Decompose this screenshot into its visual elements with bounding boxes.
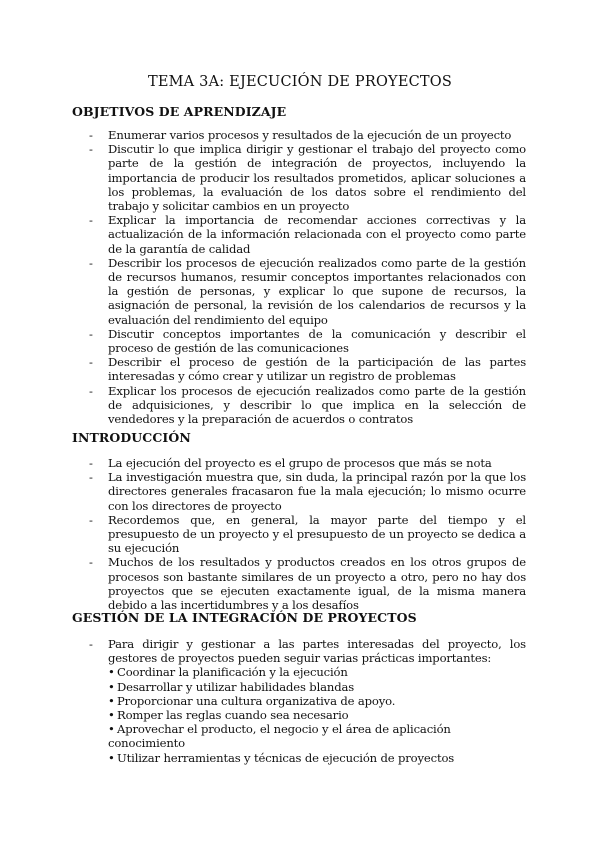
sublist-item-text: Desarrollar y utilizar habilidades blandas bbox=[117, 679, 355, 694]
sublist-item bbox=[108, 665, 526, 679]
sublist-item-text: Proporcionar una cultura organizativa de apoyo. bbox=[117, 693, 396, 708]
dash-marker: - bbox=[89, 383, 93, 398]
dash-marker: - bbox=[89, 637, 93, 651]
list-item bbox=[0, 637, 526, 765]
integracion-list bbox=[0, 637, 600, 765]
list-item-text: Explicar la importancia de recomendar acciones correctivas y la actualización de la información relacionada con el proyecto como parte de la garantía de calidad bbox=[108, 213, 526, 256]
list-item-text: Describir el proceso de gestión de la participación de las partes interesadas y cómo crear y utilizar un registro de problemas bbox=[108, 355, 526, 384]
list-item-text: Discutir lo que implica dirigir y gestionar el trabajo del proyecto como parte de la gestión de integración de proyectos, incluyendo la importancia de producir los resultados prometidos, aplicar soluciones a los problemas, la evaluación de los datos sobre el rendimiento del trabajo y solicitar cambios en un proyecto bbox=[108, 142, 526, 214]
list-item bbox=[0, 256, 526, 327]
bullet-marker: • bbox=[108, 722, 115, 737]
list-item bbox=[0, 555, 526, 612]
sublist-item bbox=[108, 694, 526, 708]
sublist-item-text: Utilizar herramientas y técnicas de ejecución de proyectos bbox=[117, 750, 455, 765]
section-heading-integracion: GESTIÓN DE LA INTEGRACIÓN DE PROYECTOS bbox=[72, 610, 417, 625]
sublist-item-text: Coordinar la planificación y la ejecución bbox=[117, 665, 348, 680]
list-item bbox=[0, 128, 526, 142]
dash-marker: - bbox=[89, 470, 93, 485]
dash-marker: - bbox=[89, 128, 93, 142]
dash-marker: - bbox=[89, 555, 93, 570]
sublist-item bbox=[108, 722, 526, 750]
list-item-text: Describir los procesos de ejecución realizados como parte de la gestión de recursos humanos, resumir conceptos importantes relacionados con la gestión de personas, y explicar lo que supone de recursos, la asignación de personal, la revisión de los calendarios de recursos y la evaluación del rendimiento del equipo bbox=[108, 255, 526, 327]
dash-marker: - bbox=[89, 213, 93, 228]
page-title: TEMA 3A: EJECUCIÓN DE PROYECTOS bbox=[147, 74, 452, 90]
dash-marker: - bbox=[89, 512, 93, 527]
objetivos-list bbox=[0, 128, 600, 426]
list-item bbox=[0, 327, 526, 355]
practices-sublist bbox=[108, 665, 526, 764]
list-item bbox=[0, 213, 526, 256]
section-heading-objetivos: OBJETIVOS DE APRENDIZAJE bbox=[72, 104, 287, 119]
list-item bbox=[0, 470, 526, 513]
sublist-item-text: Romper las reglas cuando sea necesario bbox=[117, 708, 349, 723]
list-item bbox=[0, 142, 526, 213]
bullet-marker: • bbox=[108, 750, 115, 765]
list-item bbox=[0, 456, 526, 470]
dash-marker: - bbox=[89, 142, 93, 157]
dash-marker: - bbox=[89, 355, 93, 370]
list-item-text: Explicar los procesos de ejecución realizados como parte de la gestión de adquisiciones, y describir lo que implica en la selección de vendedores y la preparación de acuerdos o contratos bbox=[108, 383, 526, 427]
bullet-marker: • bbox=[108, 693, 115, 708]
bullet-marker: • bbox=[108, 708, 115, 723]
sublist-item bbox=[108, 751, 526, 765]
list-item-text: Para dirigir y gestionar a las partes interesadas del proyecto, los gestores de proyectos pueden seguir varias prácticas importantes: bbox=[108, 637, 526, 666]
bullet-marker: • bbox=[108, 679, 115, 694]
sublist-item-text: Aprovechar el producto, el negocio y el área de aplicación conocimiento bbox=[108, 722, 451, 751]
list-item-text: La investigación muestra que, sin duda, la principal razón por la que los directores generales fracasaron fue la mala ejecución; lo mismo ocurre con los directores de proyecto bbox=[108, 470, 526, 513]
list-item-text: Discutir conceptos importantes de la comunicación y describir el proceso de gestión de las comunicaciones bbox=[108, 326, 526, 356]
list-item-text: Recordemos que, en general, la mayor parte del tiempo y el presupuesto de un proyecto y el presupuesto de un proyecto se dedica a su ejecución bbox=[108, 512, 526, 556]
list-item-text: Enumerar varios procesos y resultados de la ejecución de un proyecto bbox=[108, 128, 512, 142]
dash-marker: - bbox=[89, 456, 93, 470]
list-item bbox=[0, 355, 526, 383]
sublist-item bbox=[108, 708, 526, 722]
list-item bbox=[0, 384, 526, 427]
dash-marker: - bbox=[89, 326, 93, 341]
list-item bbox=[0, 513, 526, 556]
section-heading-introduccion: INTRODUCCIÓN bbox=[72, 430, 191, 445]
dash-marker: - bbox=[89, 255, 93, 270]
introduccion-list bbox=[0, 456, 600, 612]
bullet-marker: • bbox=[108, 665, 115, 680]
sublist-item bbox=[108, 680, 526, 694]
list-item-text: La ejecución del proyecto es el grupo de procesos que más se nota bbox=[108, 456, 492, 470]
list-item-text: Muchos de los resultados y productos creados en los otros grupos de procesos son bastante similares de un proyecto a otro, pero no hay dos proyectos que se ejecuten exactamente igual, de la misma manera debido a las incertidumbres y a los desafíos bbox=[108, 555, 526, 613]
